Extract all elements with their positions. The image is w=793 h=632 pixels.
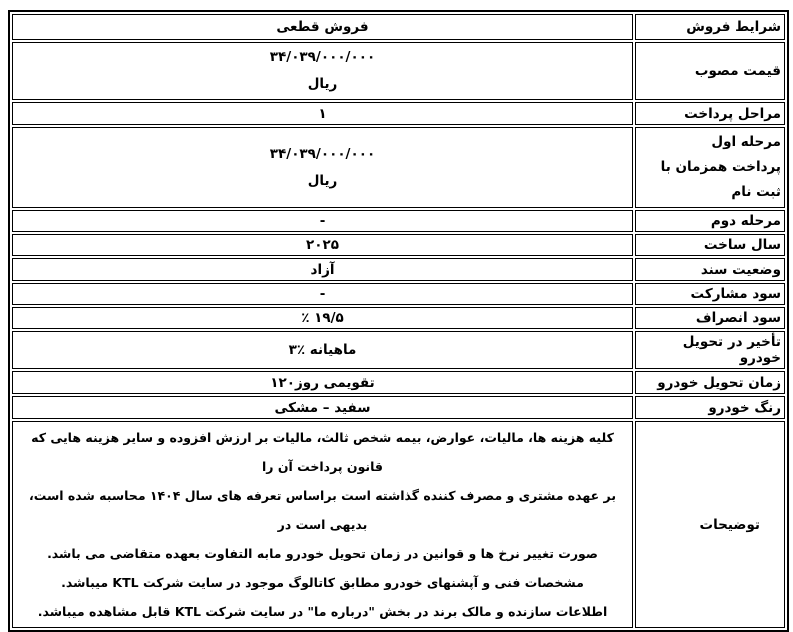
- first-stage-label: [635, 127, 785, 208]
- notes-value: [12, 421, 633, 628]
- approved-price-currency: ریال: [307, 76, 338, 92]
- payment-stages-label: مراحل پرداخت: [635, 102, 785, 125]
- approved-price-amount: ۳۴/۰۳۹/۰۰۰/۰۰۰: [269, 49, 376, 65]
- notes-label: توضیحات: [635, 421, 785, 628]
- column-header-conditions: شرایط فروش: [635, 14, 785, 40]
- approved-price-value: [12, 42, 633, 100]
- first-stage-currency: ریال: [307, 172, 338, 189]
- car-color-label: رنگ خودرو: [635, 396, 785, 419]
- notes-line-2: بر عهده مشتری و مصرف کننده گذاشته است براساس تعرفه های سال ۱۴۰۴ محاسبه شده است، بدیهی است در: [28, 488, 617, 532]
- second-stage-label: مرحله دوم: [635, 210, 785, 232]
- document-status-label: وضعیت سند: [635, 258, 785, 281]
- build-year-value: ۲۰۲۵: [12, 234, 633, 256]
- table-row-build-year: [12, 234, 785, 256]
- build-year-label: سال ساخت: [635, 234, 785, 256]
- delivery-delay-penalty-label: تأخیر در تحویل خودرو: [635, 331, 785, 369]
- first-stage-value: [12, 127, 633, 208]
- delivery-delay-penalty-value: ۳٪ ماهیانه: [12, 331, 633, 369]
- table-row-first-stage: [12, 127, 785, 208]
- delivery-time-label: زمان تحویل خودرو: [635, 371, 785, 394]
- table-row-delivery-delay-penalty: [12, 331, 785, 369]
- table-row-cancellation-profit: [12, 307, 785, 329]
- second-stage-value: -: [12, 210, 633, 232]
- notes-line-3: صورت تغییر نرخ ها و قوانین در زمان تحویل خودرو مابه التفاوت بعهده متقاضی می باشد.: [47, 546, 598, 561]
- approved-price-label: قیمت مصوب: [635, 42, 785, 100]
- table-row-document-status: [12, 258, 785, 281]
- first-stage-label-line1: مرحله اول: [711, 134, 781, 150]
- participation-profit-value: -: [12, 283, 633, 305]
- notes-line-5: اطلاعات سازنده و مالک برند در بخش "درباره ما" در سایت شرکت KTL قابل مشاهده میباشد.: [37, 604, 608, 619]
- table-row-approved-price: [12, 42, 785, 100]
- table-row-notes: [12, 421, 785, 628]
- document-status-value: آزاد: [12, 258, 633, 281]
- cancellation-profit-value: ۱۹/۵ ٪: [12, 307, 633, 329]
- participation-profit-label: سود مشارکت: [635, 283, 785, 305]
- sales-conditions-table: [8, 10, 789, 632]
- cancellation-profit-label: سود انصراف: [635, 307, 785, 329]
- delivery-time-value: ۱۲۰روز‎ تقویمی: [12, 371, 633, 394]
- first-stage-amount: ۳۴/۰۳۹/۰۰۰/۰۰۰: [269, 145, 376, 162]
- payment-stages-value: ۱: [12, 102, 633, 125]
- table-row-second-stage: [12, 210, 785, 232]
- notes-line-4: مشخصات فنی و آپشنهای خودرو مطابق کاتالوگ موجود در سایت شرکت KTL میباشد.: [61, 575, 584, 590]
- first-stage-label-line3: ثبت نام: [731, 184, 781, 200]
- notes-line-1: کلیه هزینه ها، مالیات، عوارض، بیمه شخص ثالث، مالیات بر ارزش افزوده و سایر هزینه هایی که قانون پرداخت آن را: [31, 430, 614, 474]
- car-color-value: مشکی‎ – سفید: [12, 396, 633, 419]
- table-row-payment-stages: [12, 102, 785, 125]
- table-row-delivery-time: [12, 371, 785, 394]
- table-row-participation-profit: [12, 283, 785, 305]
- table-row-car-color: [12, 396, 785, 419]
- table-row-header: [12, 14, 785, 40]
- first-stage-label-line2: پرداخت همزمان با: [660, 159, 781, 175]
- column-header-sale-type: فروش قطعی: [12, 14, 633, 40]
